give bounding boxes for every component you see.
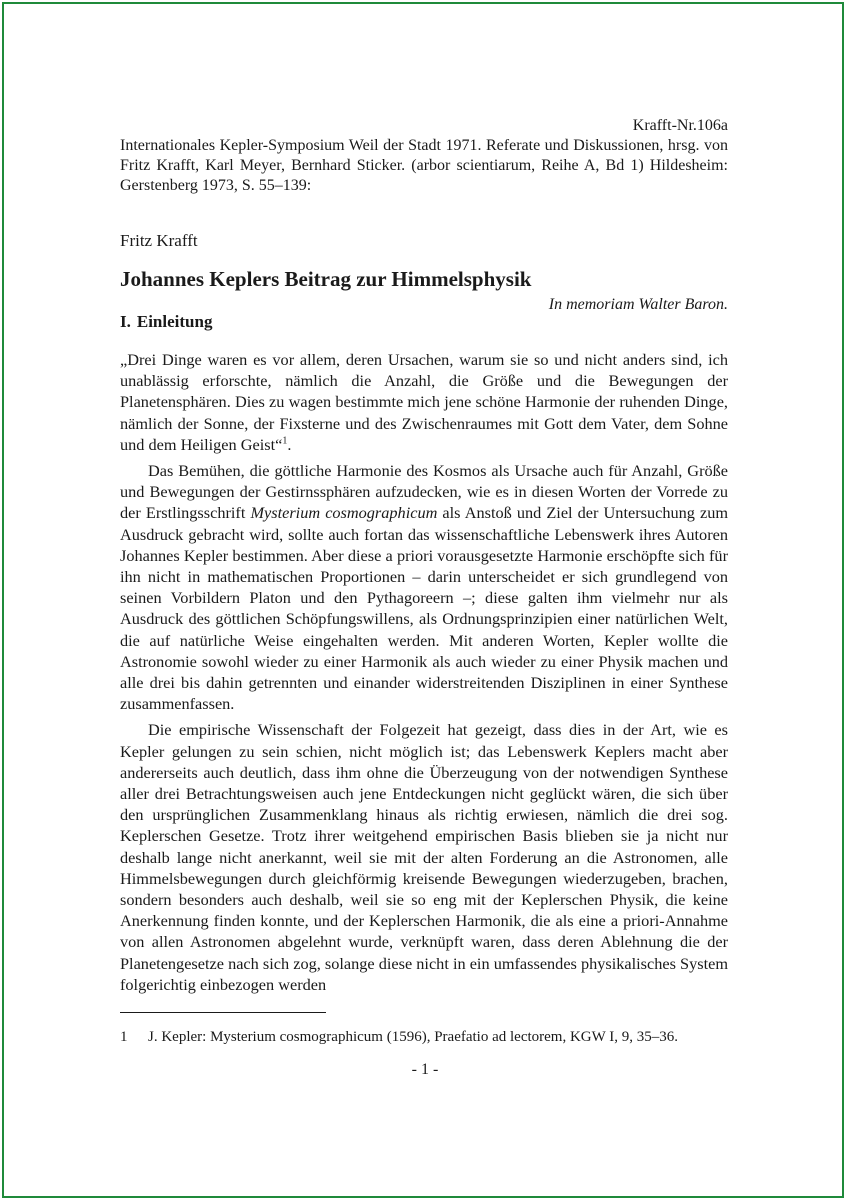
- article-title: Johannes Keplers Beitrag zur Himmelsphysik: [120, 267, 532, 291]
- footnote-divider: [120, 1012, 326, 1013]
- paragraph-text: als Anstoß und Ziel der Untersuchung zum Ausdruck gebracht wird, sollte auch fortan das wissenschaftliche Lebenswerk ihres Autoren Johannes Kepler bestimmen. Aber diese a priori vorausgesetzte Harmonie erschöpfte sich für ihn nicht in mathematischen Proportionen – darin unterscheidet er sich grundlegend von seinen Vorbildern Platon und den Pythagoreern –; diese galten ihm vielmehr nur als Ausdruck des göttlichen Schöpfungswillens, als Ordnungsprinzipien einer natürlichen Welt, die auf natürliche Weise eingehalten werden. Mit anderen Worten, Kepler wollte die Astronomie sowohl wieder zu einer Harmonik als auch wieder zu einer Physik machen und alle drei bis dahin getrennten und einander widerstreitenden Disziplinen in einer Synthese zusammenfassen.: [120, 503, 729, 714]
- article-author: Fritz Krafft: [120, 231, 198, 250]
- document-reference-number: Krafft-Nr.106a: [632, 117, 728, 134]
- paragraph: [120, 460, 728, 714]
- quote-end: .: [287, 434, 292, 454]
- quote-text: „Drei Dinge waren es vor allem, deren Ursachen, warum sie so und nicht anders sind, ich unablässig erforschte, nämlich die Anzahl, die Größe und die Bewegungen der Planetensphären. Dies zu wagen bestimmte mich jene schöne Harmonie der ruhenden Dinge, nämlich der Sonne, der Fixsterne und des Zwischenraumes mit Gott dem Vater, dem Sohne und dem Heiligen Geist“: [120, 350, 728, 454]
- work-title: Mysterium cosmographicum: [250, 503, 438, 523]
- page-content: [120, 116, 728, 1000]
- page-number: - 1 -: [411, 1061, 439, 1078]
- dedication: In memoriam Walter Baron.: [548, 296, 728, 313]
- paragraph: Die empirische Wissenschaft der Folgezeit hat gezeigt, dass dies in der Art, wie es Kepler gelungen zu sein schien, nicht möglich ist; das Lebenswerk Keplers macht aber andererseits auch deutlich, dass ihm ohne die Überzeugung von der notwendigen Synthese aller drei Betrachtungsweisen auch jene Entdeckungen nicht geglückt wären, die sich über den ursprünglichen Zusammenklang hinaus als richtig erwiesen, nämlich die drei sog. Keplerschen Gesetze. Trotz ihrer weitgehend empirischen Basis blieben sie ja nicht nur deshalb lange nicht anerkannt, weil sie mit der alten Forderung an die Astronomen, alle Himmelsbewegungen durch gleichförmig kreisende Bewegungen wiederzugeben, brachen, sondern besonders auch deshalb, weil sie so eng mit der Keplerschen Physik, die keine Anerkennung finden konnte, und der Keplerschen Harmonik, die als eine a priori-Annahme von allen Astronomen abgelehnt wurde, verknüpft waren, dass deren Ablehnung die der Planetengesetze nach sich zog, solange diese nicht in ein umfassendes physikalisches System folgerichtig einbezogen werden: [120, 720, 728, 994]
- section-number: I.: [120, 312, 131, 331]
- paragraph-text: Das Bemühen, die göttliche Harmonie des Kosmos als Ursache auch für Anzahl, Größe und Bewegungen der Gestirnssphären aufzudecken, wie es in diesen Worten der Vorrede zu der Erstlingsschrift: [120, 461, 728, 523]
- body-text: [120, 349, 728, 995]
- footnote: [120, 1028, 728, 1047]
- paragraph-quote: [120, 349, 728, 455]
- bibliographic-citation: Internationales Kepler-Symposium Weil der Stadt 1971. Referate und Diskussionen, hrsg. von Fritz Krafft, Karl Meyer, Bernhard Sticker. (arbor scientiarum, Reihe A, Bd 1) Hildesheim: Gerstenberg 1973, S. 55–139:: [120, 137, 728, 194]
- footnote-text: J. Kepler: Mysterium cosmographicum (1596), Praefatio ad lectorem, KGW I, 9, 35–36.: [148, 1029, 679, 1045]
- footnote-number: 1: [120, 1029, 128, 1045]
- footnote-ref[interactable]: 1: [282, 435, 288, 447]
- section-title: Einleitung: [136, 312, 213, 331]
